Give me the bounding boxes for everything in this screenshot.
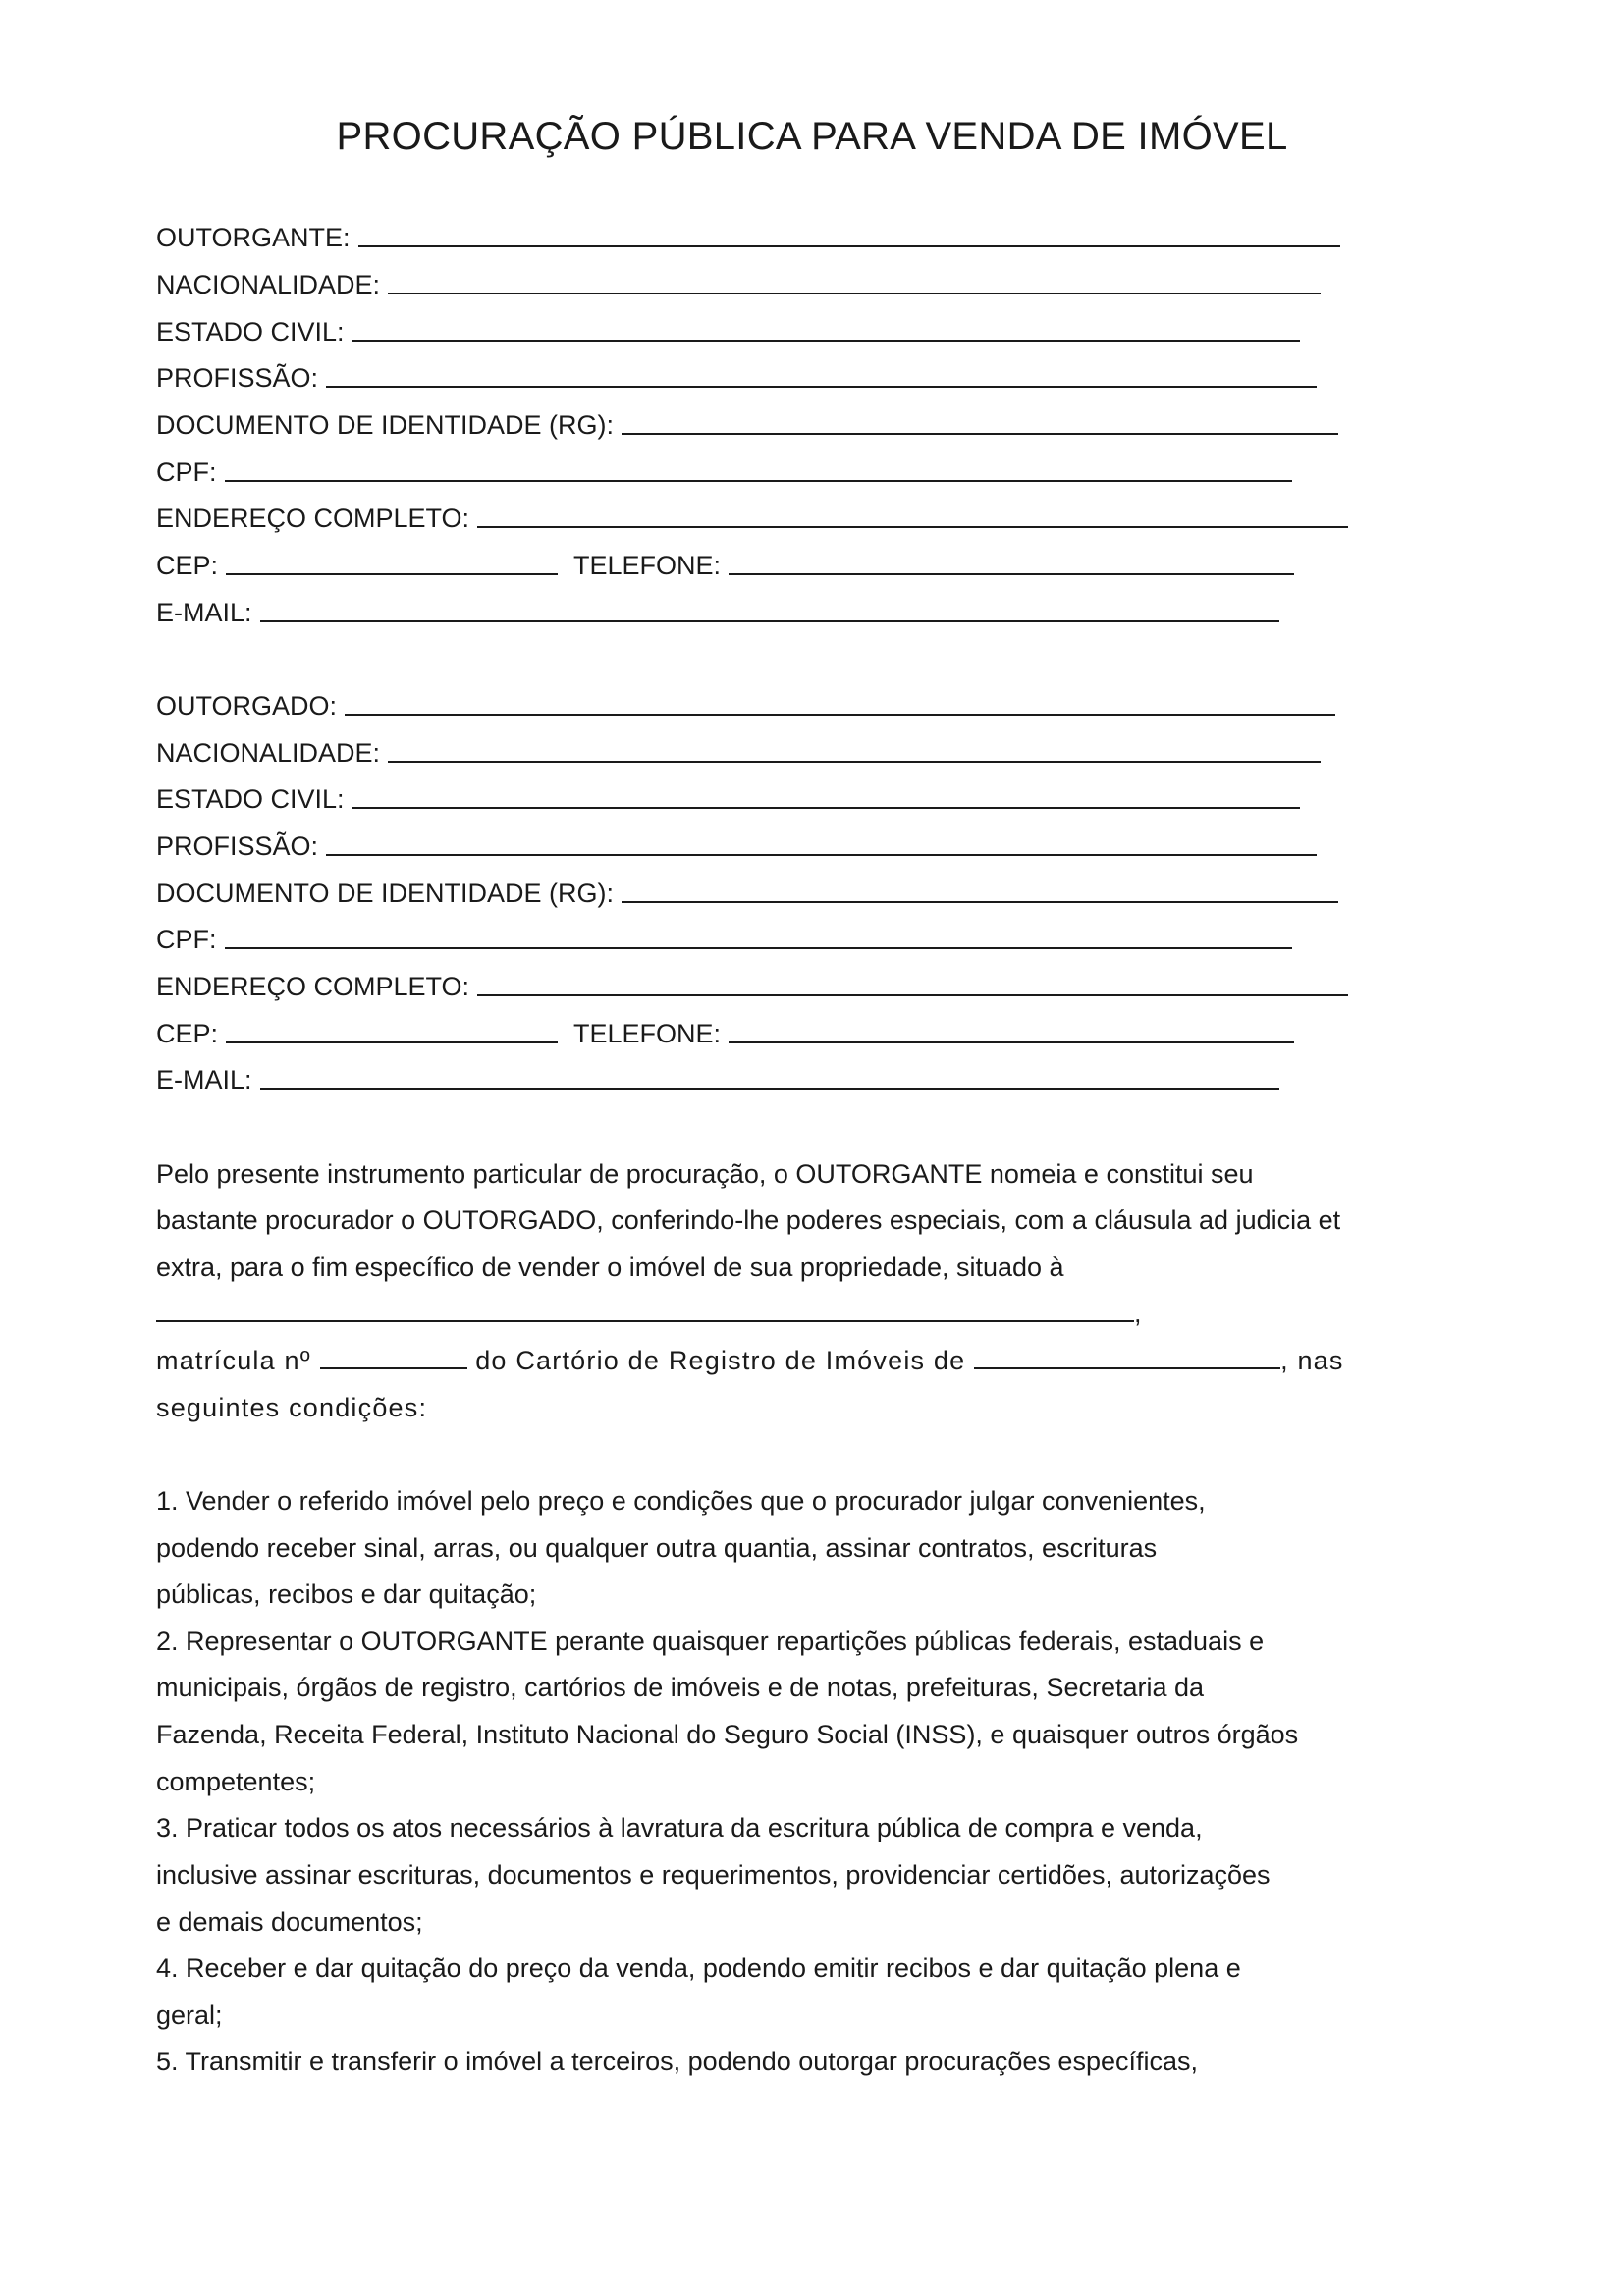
field-label: CPF: (156, 457, 217, 487)
outorgante-email-field (156, 595, 1279, 630)
intro-line: Pelo presente instrumento particular de procuração, o OUTORGANTE nomeia e constitui seu (156, 1159, 1254, 1189)
blank-line[interactable] (225, 946, 1292, 949)
clause-line: competentes; (156, 1767, 316, 1796)
field-label: TELEFONE: (573, 551, 722, 580)
blank-line[interactable] (622, 900, 1338, 903)
property-address-blank[interactable] (156, 1319, 1134, 1322)
field-label: E-MAIL: (156, 598, 252, 627)
blank-line[interactable] (729, 1041, 1294, 1043)
clause-line: 2. Representar o OUTORGANTE perante quaisquer repartições públicas federais, estaduais e (156, 1627, 1265, 1656)
clause-line: podendo receber sinal, arras, ou qualquer outra quantia, assinar contratos, escrituras (156, 1533, 1158, 1563)
blank-line[interactable] (226, 572, 558, 575)
blank-line[interactable] (388, 292, 1321, 294)
field-label: NACIONALIDADE: (156, 270, 381, 299)
matricula-middle: do Cartório de Registro de Imóveis de (475, 1346, 966, 1375)
blank-line[interactable] (225, 479, 1292, 482)
field-label: OUTORGADO: (156, 691, 338, 721)
intro-line: extra, para o fim específico de vender o imóvel de sua propriedade, situado à (156, 1253, 1064, 1282)
field-label: CEP: (156, 1019, 219, 1048)
blank-line[interactable] (326, 385, 1317, 388)
blank-line[interactable] (352, 806, 1300, 809)
field-label: PROFISSÃO: (156, 363, 319, 393)
clause-line: geral; (156, 2001, 223, 2030)
field-label: E-MAIL: (156, 1065, 252, 1095)
field-label: CEP: (156, 551, 219, 580)
blank-line[interactable] (226, 1041, 558, 1043)
clause-line: inclusive assinar escrituras, documentos e requerimentos, providenciar certidões, autorizações (156, 1860, 1271, 1890)
matricula-prefix: matrícula nº (156, 1346, 311, 1375)
clause-line: municipais, órgãos de registro, cartórios de imóveis e de notas, prefeituras, Secretaria da (156, 1673, 1205, 1702)
outorgado-rg-field (156, 876, 1338, 911)
matricula-suffix: , nas (1280, 1346, 1344, 1375)
outorgado-cpf-field (156, 922, 1292, 957)
field-label: TELEFONE: (573, 1019, 722, 1048)
cartorio-city-blank[interactable] (974, 1366, 1280, 1369)
blank-line[interactable] (260, 619, 1279, 622)
outorgado-name-field (156, 688, 1335, 723)
outorgado-email-field (156, 1062, 1279, 1097)
field-label: OUTORGANTE: (156, 223, 351, 252)
outorgado-address-field (156, 969, 1348, 1004)
outorgado-cep-phone-field (156, 1016, 1294, 1051)
blank-line[interactable] (345, 713, 1335, 716)
intro-line: bastante procurador o OUTORGADO, conferindo-lhe poderes especiais, com a cláusula ad judicia et (156, 1205, 1341, 1235)
clause-line: e demais documentos; (156, 1907, 423, 1937)
matricula-blank[interactable] (320, 1366, 467, 1369)
blank-line[interactable] (477, 525, 1348, 528)
clause-line: Fazenda, Receita Federal, Instituto Nacional do Seguro Social (INSS), e quaisquer outros órgãos (156, 1720, 1299, 1749)
field-label: CPF: (156, 925, 217, 954)
field-label: ESTADO CIVIL: (156, 784, 345, 814)
field-label: ENDEREÇO COMPLETO: (156, 504, 470, 533)
line-end-comma: , (1134, 1299, 1142, 1328)
blank-line[interactable] (388, 760, 1321, 763)
outorgante-nationality-field (156, 267, 1321, 302)
outorgante-rg-field (156, 407, 1338, 443)
blank-line[interactable] (260, 1087, 1279, 1090)
clause-line: 1. Vender o referido imóvel pelo preço e condições que o procurador julgar convenientes, (156, 1486, 1206, 1516)
clause-line: 3. Praticar todos os atos necessários à lavratura da escritura pública de compra e venda, (156, 1813, 1203, 1842)
outorgante-cep-phone-field (156, 548, 1294, 583)
blank-line[interactable] (326, 853, 1317, 856)
clause-line: 5. Transmitir e transferir o imóvel a terceiros, podendo outorgar procurações específicas, (156, 2047, 1198, 2076)
blank-line[interactable] (729, 572, 1294, 575)
outorgante-cpf-field (156, 454, 1292, 490)
outorgante-civil-status-field (156, 314, 1300, 349)
matricula-line-2: seguintes condições: (156, 1393, 428, 1422)
blank-line[interactable] (352, 339, 1300, 342)
field-label: ENDEREÇO COMPLETO: (156, 972, 470, 1001)
clause-line: 4. Receber e dar quitação do preço da venda, podendo emitir recibos e dar quitação plena e (156, 1953, 1241, 1983)
outorgado-profession-field (156, 828, 1317, 864)
field-label: PROFISSÃO: (156, 831, 319, 861)
blank-line[interactable] (622, 432, 1338, 435)
document-title: PROCURAÇÃO PÚBLICA PARA VENDA DE IMÓVEL (336, 115, 1288, 158)
property-address-line (156, 1296, 1142, 1331)
matricula-line (156, 1343, 1344, 1378)
clause-line: públicas, recibos e dar quitação; (156, 1579, 537, 1609)
outorgante-address-field (156, 501, 1348, 536)
blank-line[interactable] (358, 244, 1340, 247)
field-label: DOCUMENTO DE IDENTIDADE (RG): (156, 879, 615, 908)
outorgante-name-field (156, 220, 1340, 255)
blank-line[interactable] (477, 993, 1348, 996)
outorgado-civil-status-field (156, 781, 1300, 817)
outorgado-nationality-field (156, 735, 1321, 771)
field-label: DOCUMENTO DE IDENTIDADE (RG): (156, 410, 615, 440)
outorgante-profession-field (156, 360, 1317, 396)
field-label: ESTADO CIVIL: (156, 317, 345, 347)
field-label: NACIONALIDADE: (156, 738, 381, 768)
